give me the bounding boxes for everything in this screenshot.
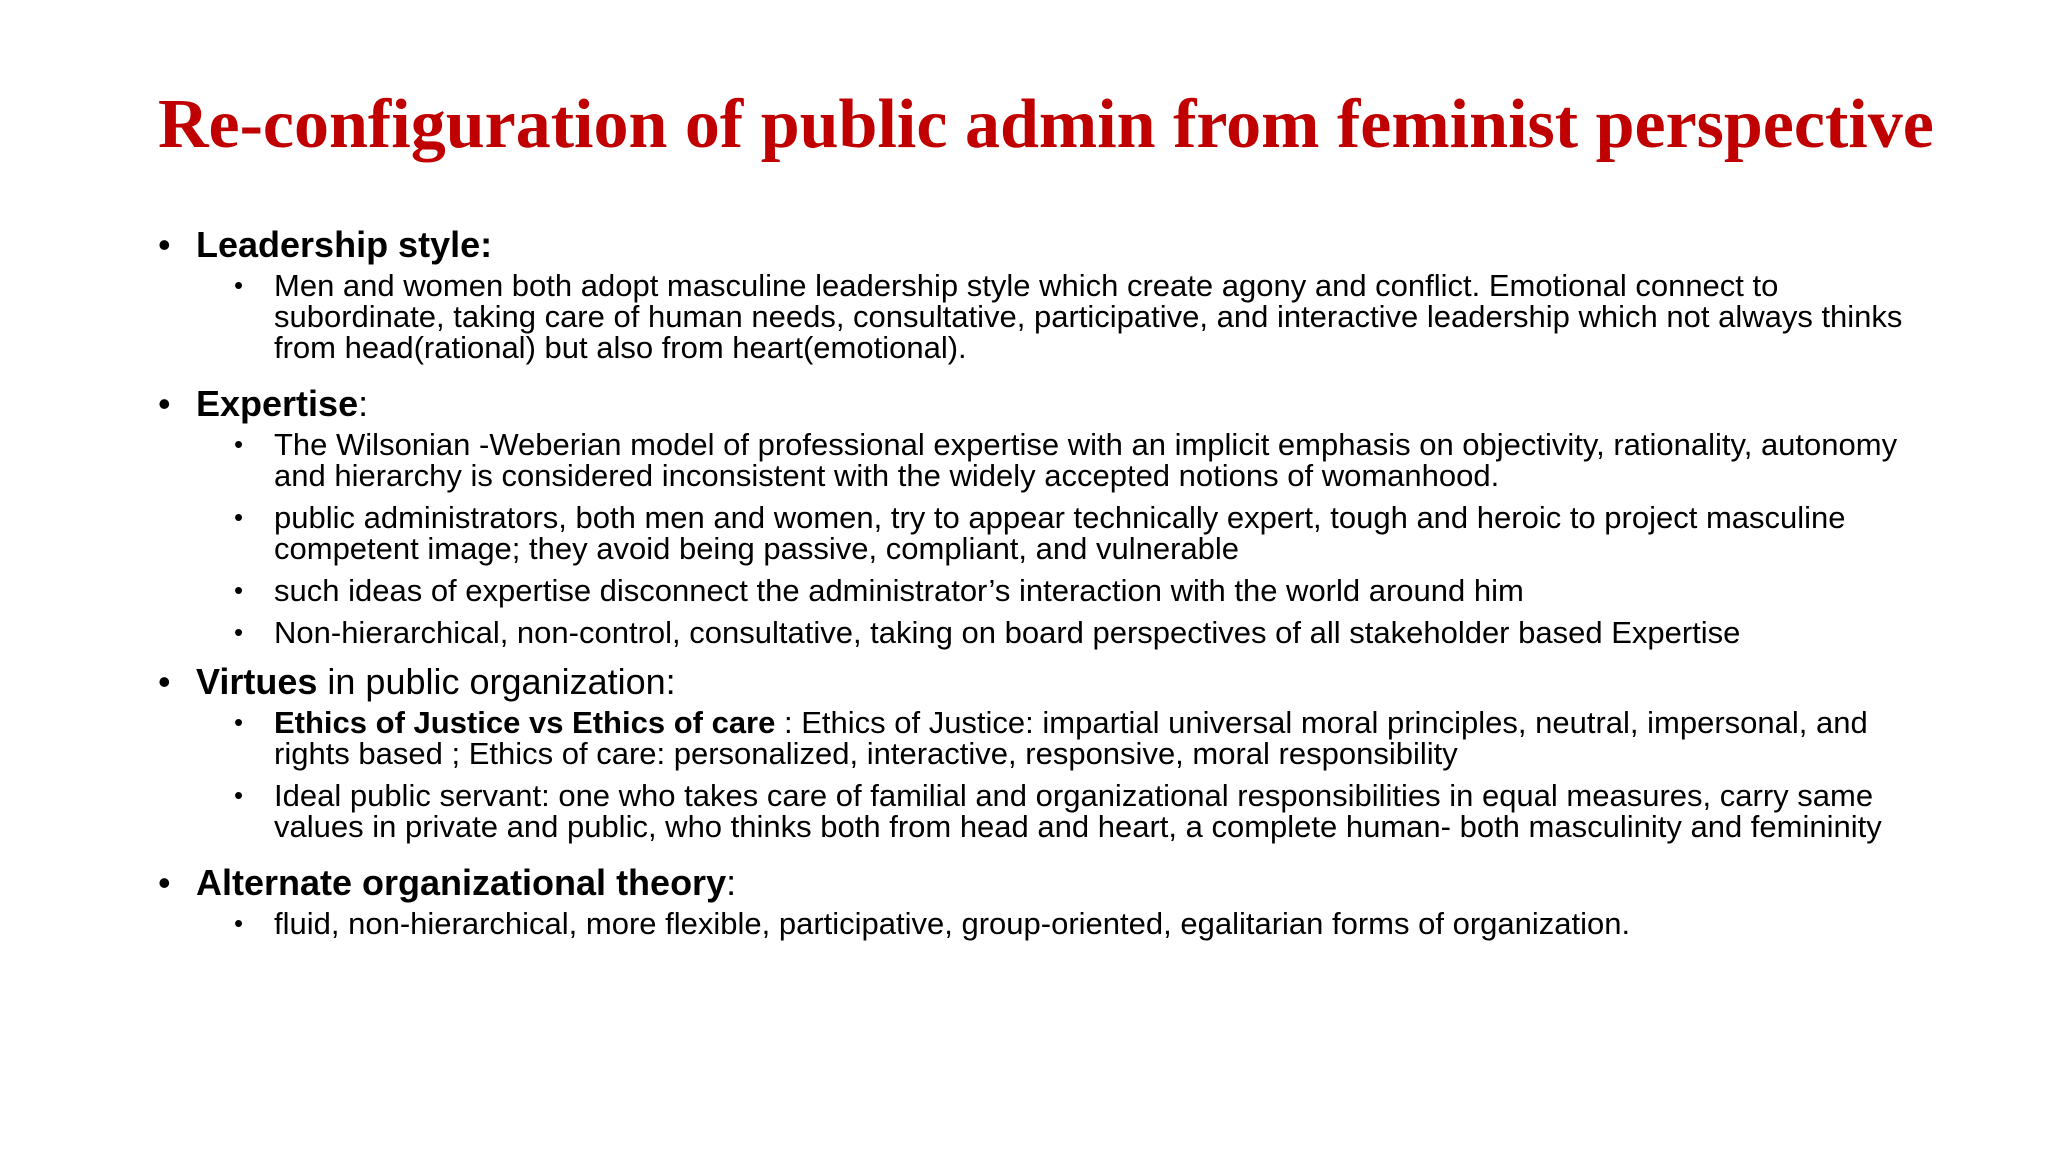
sub-bullet — [158, 707, 1918, 769]
bullet-dot-icon: • — [234, 617, 244, 647]
heading-virtues: Virtues — [196, 661, 318, 702]
heading-alternate-theory: Alternate organizational theory — [196, 862, 727, 903]
bullet-dot-icon: • — [234, 780, 244, 810]
bullet-dot-icon: • — [158, 661, 171, 702]
sub-bullet-text: The Wilsonian -Weberian model of professional expertise with an implicit emphasis on objectivity, rationality, autonomy and hierarchy is considered inconsistent with the widely accepted notions of womanhood. — [274, 427, 1898, 493]
sub-bullet — [158, 270, 1918, 363]
bullet-expertise — [158, 381, 1918, 427]
sub-bullet-text: Men and women both adopt masculine leadership style which create agony and conflict. Emotional connect to subordinate, taking care of human needs, consultative, participative, and interactive leadership which not always thinks from head(rational) but also from heart(emotional). — [274, 268, 1903, 365]
bullet-dot-icon: • — [234, 502, 244, 532]
bullet-dot-icon: • — [234, 908, 244, 938]
slide-title: Re-configuration of public admin from feminist perspective — [158, 86, 1934, 163]
sub-bullet — [158, 780, 1918, 842]
bullet-dot-icon: • — [234, 707, 244, 737]
sub-bullet-text: Non-hierarchical, non-control, consultative, taking on board perspectives of all stakeholder based Expertise — [274, 615, 1741, 650]
bullet-dot-icon: • — [234, 429, 244, 459]
bullet-leadership-style — [158, 222, 1918, 268]
sub-bullet-text: : Ethics of Justice: impartial universal moral principles, neutral, impersonal, and rights based ; Ethics of care: personalized, interactive, responsive, moral responsibility — [274, 705, 1868, 771]
heading-rest: : — [358, 383, 369, 424]
heading-expertise: Expertise — [196, 383, 359, 424]
sub-bullet — [158, 575, 1918, 606]
sub-bullet — [158, 617, 1918, 648]
ethics-heading: Ethics of Justice vs Ethics of care — [274, 705, 776, 740]
sub-bullet — [158, 908, 1918, 939]
sub-bullet — [158, 429, 1918, 491]
bullet-dot-icon: • — [158, 383, 171, 424]
heading-rest: in public organization: — [317, 661, 676, 702]
slide-content — [158, 222, 1918, 939]
bullet-dot-icon: • — [158, 862, 171, 903]
sub-bullet — [158, 502, 1918, 564]
heading-leadership-style: Leadership style: — [196, 224, 493, 265]
sub-bullet-text: such ideas of expertise disconnect the administrator’s interaction with the world around him — [274, 573, 1524, 608]
sub-bullet-text: public administrators, both men and women, try to appear technically expert, tough and heroic to project masculine competent image; they avoid being passive, compliant, and vulnerable — [274, 500, 1846, 566]
sub-bullet-text: fluid, non-hierarchical, more flexible, participative, group-oriented, egalitarian forms of organization. — [274, 906, 1631, 941]
bullet-virtues — [158, 659, 1918, 705]
sub-bullet-text: Ideal public servant: one who takes care of familial and organizational responsibilities in equal measures, carry same values in private and public, who thinks both from head and heart, a complete human- both masculinity and femininity — [274, 778, 1882, 844]
bullet-dot-icon: • — [234, 575, 244, 605]
bullet-dot-icon: • — [158, 224, 171, 265]
bullet-alternate-theory — [158, 860, 1918, 906]
bullet-dot-icon: • — [234, 270, 244, 300]
heading-rest: : — [726, 862, 737, 903]
